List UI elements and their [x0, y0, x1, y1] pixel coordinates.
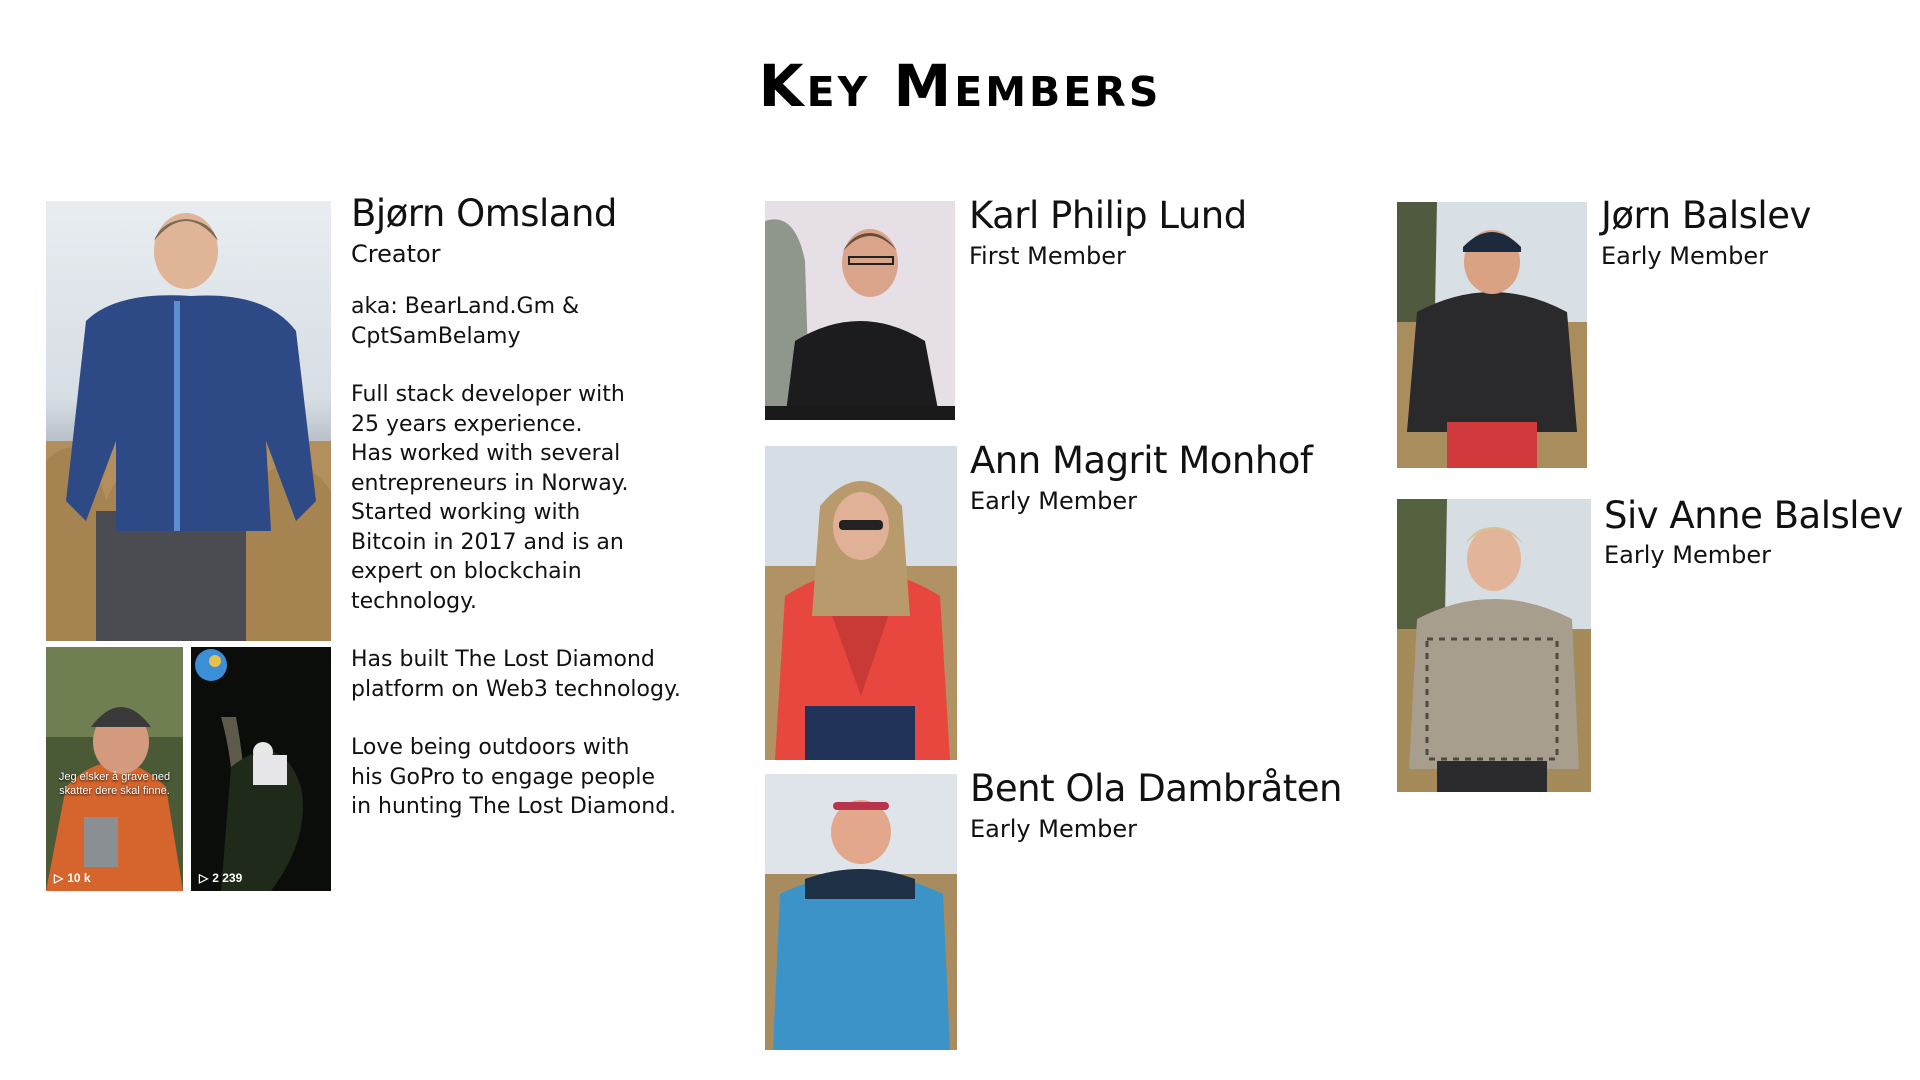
member-name-bent-ola-dambraten: Bent Ola Dambråten [970, 767, 1343, 810]
video-caption: Jeg elsker å grave ned skatter dere skal finne. [58, 771, 171, 797]
play-icon: ▷ [54, 871, 64, 885]
jorn-balslev-photo [1397, 202, 1587, 468]
bio-paragraph-1: aka: BearLand.Gm & CptSamBelamy [351, 294, 580, 349]
member-role-siv-anne-balslev: Early Member [1604, 541, 1771, 569]
member-name-ann-magrit-monhof: Ann Magrit Monhof [970, 439, 1313, 482]
video-views-2: ▷ 2 239 [199, 871, 243, 885]
creator-role: Creator [351, 240, 441, 268]
creator-bio [351, 292, 681, 851]
video-thumbnail-2[interactable] [191, 647, 331, 891]
video-views-1: ▷ 10 k [54, 871, 91, 885]
member-role-ann-magrit-monhof: Early Member [970, 487, 1137, 515]
member-name-jorn-balslev: Jørn Balslev [1601, 194, 1811, 237]
creator-name: Bjørn Omsland [351, 192, 617, 235]
siv-anne-balslev-photo [1397, 499, 1591, 792]
video-thumbnail-1[interactable] [46, 647, 183, 891]
member-role-bent-ola-dambraten: Early Member [970, 815, 1137, 843]
member-role-jorn-balslev: Early Member [1601, 242, 1768, 270]
member-role-karl-philip-lund: First Member [969, 242, 1126, 270]
ann-magrit-monhof-photo [765, 446, 957, 760]
play-icon: ▷ [199, 871, 209, 885]
member-name-siv-anne-balslev: Siv Anne Balslev [1604, 494, 1903, 537]
bio-paragraph-3: Has built The Lost Diamond platform on Web3 technology. [351, 647, 681, 702]
member-name-karl-philip-lund: Karl Philip Lund [969, 194, 1247, 237]
karl-philip-lund-photo [765, 201, 955, 420]
bio-paragraph-4: Love being outdoors with his GoPro to engage people in hunting The Lost Diamond. [351, 735, 677, 819]
page-title: Key Members [758, 52, 1162, 120]
bjorn-portrait-photo [46, 201, 331, 641]
bio-paragraph-2: Full stack developer with 25 years experience. Has worked with several entrepreneurs in Norway. Started working with Bitcoin in 2017 and is an expert on blockchain technology. [351, 382, 629, 614]
bent-ola-dambraten-photo [765, 774, 957, 1050]
